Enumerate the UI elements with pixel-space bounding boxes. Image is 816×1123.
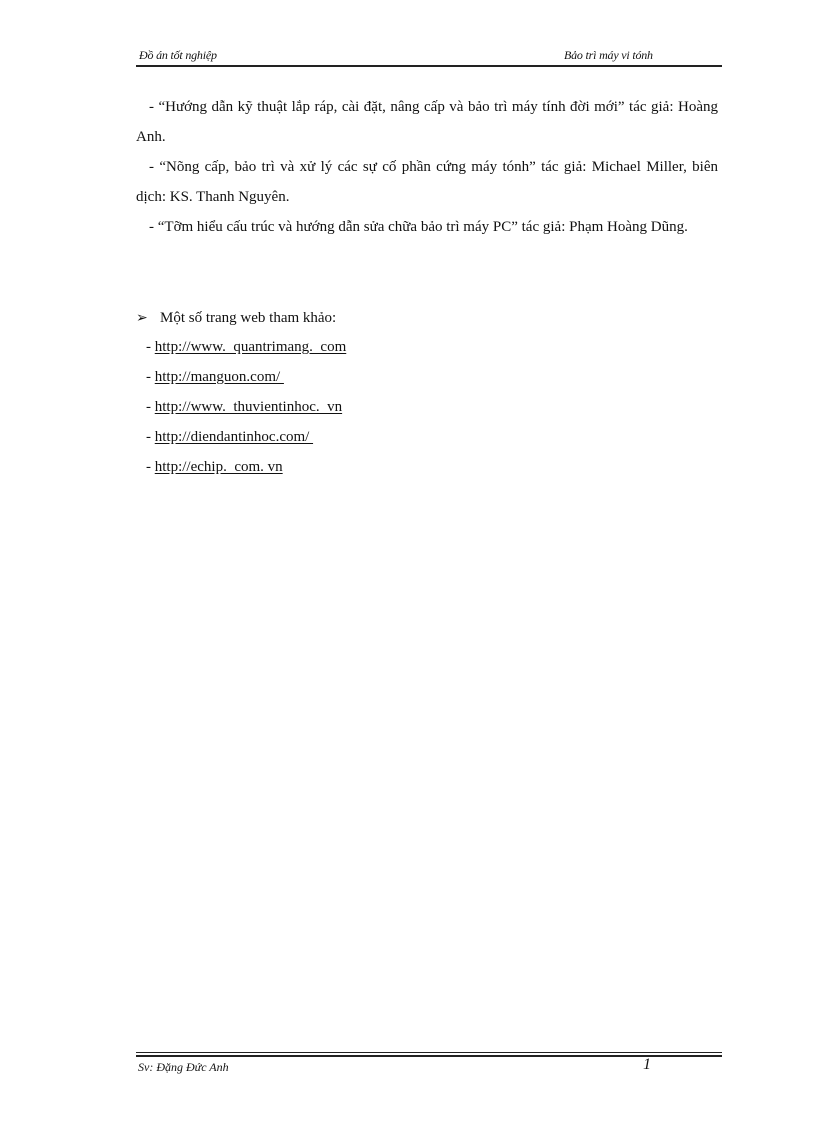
website-list [146, 332, 346, 482]
arrow-bullet-icon: ➢ [136, 311, 148, 326]
websites-heading-text: Một số trang web tham khảo: [160, 310, 337, 326]
reference-item: - “Nõng cấp, bảo trì và xử lý các sự cố phần cứng máy tónh” tác giả: Michael Miller, biên dịch: KS. Thanh Nguyên. [136, 159, 718, 205]
website-prefix: - [146, 459, 155, 475]
footer-author: Sv: Đặng Đức Anh [138, 1060, 229, 1074]
header-divider [136, 65, 722, 67]
website-item [146, 452, 346, 482]
footer-divider-thick [136, 1055, 722, 1057]
reference-item: - “Hướng dẫn kỹ thuật lắp ráp, cài đặt, nâng cấp và bảo trì máy tính đời mới” tác giả: Hoàng Anh. [136, 99, 718, 145]
website-prefix: - [146, 369, 155, 385]
footer-divider-thin [136, 1052, 722, 1053]
reference-list [136, 92, 718, 242]
page-number: 1 [643, 1056, 651, 1073]
website-prefix: - [146, 339, 155, 355]
website-item [146, 362, 346, 392]
website-prefix: - [146, 429, 155, 445]
website-item [146, 392, 346, 422]
website-link[interactable]: http://echip. com. vn [154, 459, 283, 475]
website-item [146, 422, 346, 452]
reference-item: - “Tỡm hiểu cấu trúc và hướng dẫn sửa chữa bảo trì máy PC” tác giả: Phạm Hoàng Dũng. [149, 219, 688, 235]
website-prefix: - [146, 399, 155, 415]
website-link[interactable]: http://manguon.com/ [154, 369, 284, 385]
website-item [146, 332, 346, 362]
website-link[interactable]: http://www. quantrimang. com [154, 339, 347, 355]
website-link[interactable]: http://www. thuvientinhoc. vn [154, 399, 343, 415]
header-left-title: Đồ án tốt nghiệp [139, 48, 217, 62]
header-right-title: Bảo trì máy vi tónh [564, 48, 653, 62]
page-header [136, 48, 722, 66]
websites-heading [136, 303, 336, 334]
website-link[interactable]: http://diendantinhoc.com/ [154, 429, 314, 445]
